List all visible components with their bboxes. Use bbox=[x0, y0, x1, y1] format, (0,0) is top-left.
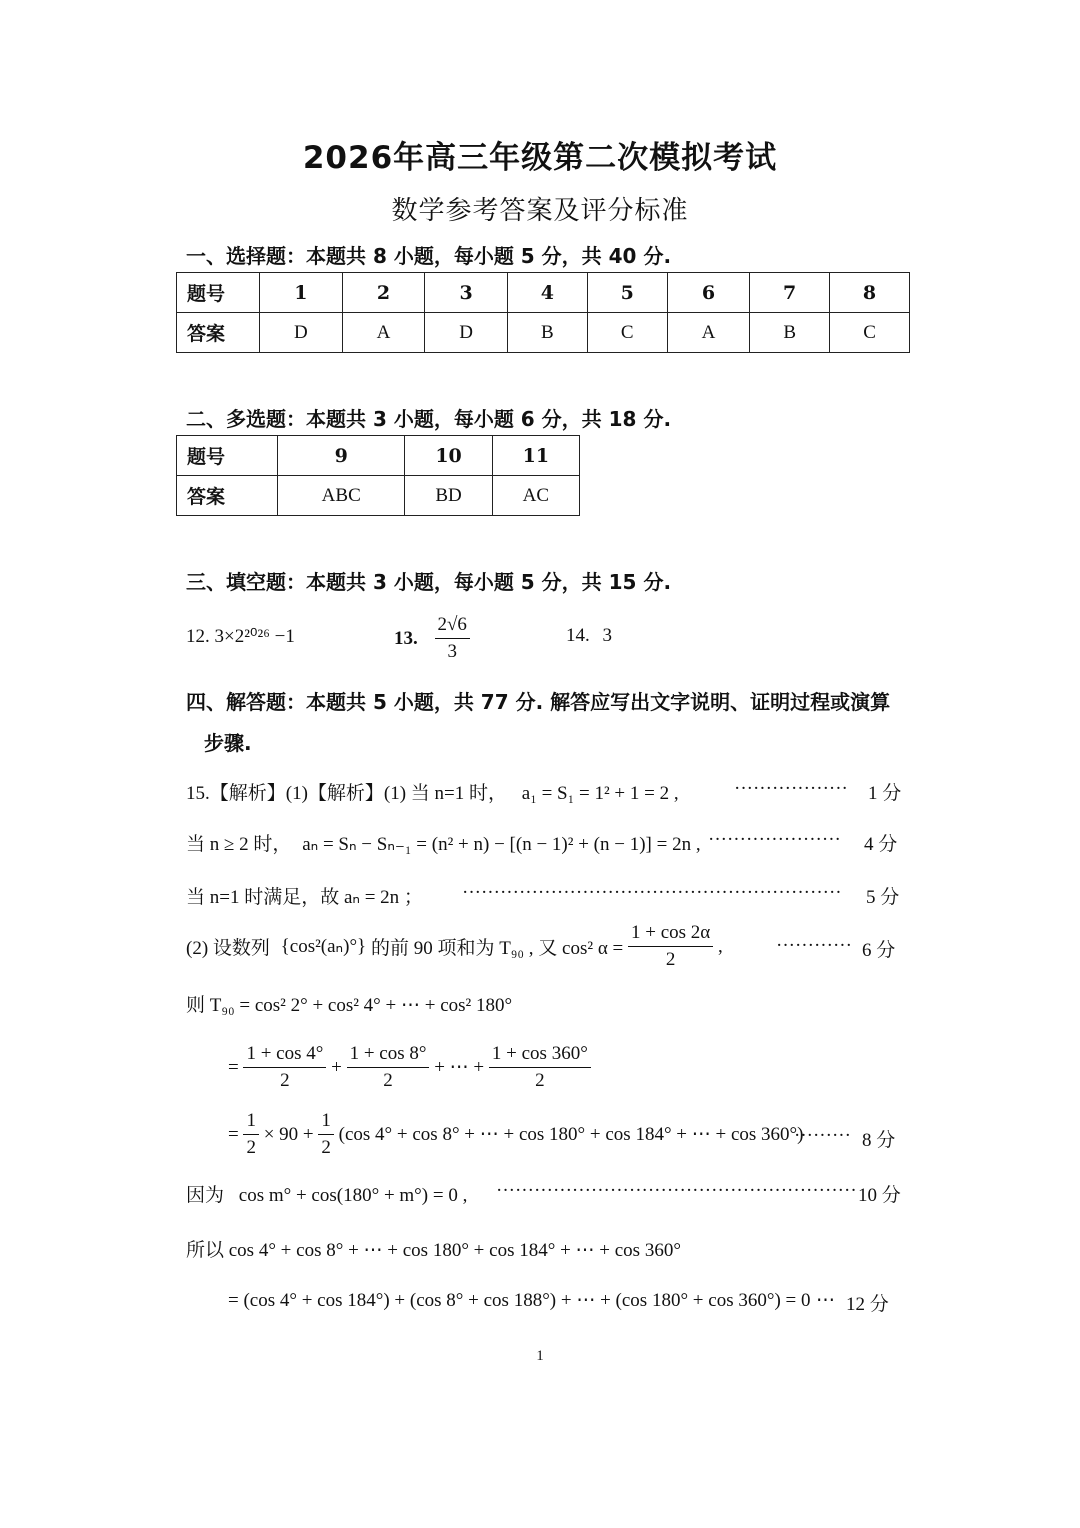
table-answer-label: 答案 bbox=[177, 313, 260, 353]
q14-value: 3 bbox=[602, 625, 612, 646]
q15-line4-text-b: 的前 90 项和为 T₉₀ , 又 cos² α = bbox=[370, 938, 624, 959]
q15-line8-math: cos m° + cos(180° + m°) = 0 , bbox=[238, 1185, 468, 1206]
q15-line10: = (cos 4° + cos 184°) + (cos 8° + cos 188°) + ⋯ + (cos 180° + cos 360°) = 0 bbox=[228, 1290, 811, 1311]
section3-heading: 三、填空题：本题共 3 小题，每小题 5 分，共 15 分. bbox=[186, 570, 672, 594]
q13-answer bbox=[394, 614, 470, 663]
table-cell: C bbox=[587, 313, 667, 353]
table-cell: 8 bbox=[830, 273, 910, 313]
multi-answer-table bbox=[176, 435, 580, 516]
fraction bbox=[243, 1110, 259, 1159]
q15-line4 bbox=[186, 922, 723, 971]
page-subtitle: 数学参考答案及评分标准 bbox=[391, 196, 689, 226]
table-cell: 2 bbox=[342, 273, 425, 313]
q15-line3: 当 n=1 时满足，故 aₙ = 2n ； bbox=[186, 887, 423, 908]
page-number: 1 bbox=[536, 1348, 544, 1364]
fraction bbox=[489, 1043, 591, 1092]
table-header-label: 题号 bbox=[177, 436, 278, 476]
q15-line1-math: a₁ = S₁ = 1² + 1 = 2 , bbox=[521, 783, 679, 804]
q15-line6 bbox=[228, 1043, 591, 1092]
q15-line8-text: 因为 bbox=[186, 1185, 225, 1206]
q12-label: 12. bbox=[186, 626, 210, 647]
choice-answer-table bbox=[176, 272, 910, 353]
table-cell: 6 bbox=[667, 273, 750, 313]
score-leader: ························································· bbox=[496, 1180, 857, 1201]
fraction-numerator: 1 + cos 8° bbox=[347, 1043, 430, 1068]
q15-line5: 则 T₉₀ = cos² 2° + cos² 4° + ⋯ + cos² 180° bbox=[186, 995, 513, 1016]
table-cell: D bbox=[260, 313, 343, 353]
score-label: 10 分 bbox=[858, 1185, 901, 1206]
q15-line9: 所以 cos 4° + cos 8° + ⋯ + cos 180° + cos 184° + ⋯ + cos 360° bbox=[186, 1240, 681, 1261]
table-cell: 1 bbox=[260, 273, 343, 313]
table-cell: B bbox=[750, 313, 830, 353]
ellipsis-sum: + ⋯ + bbox=[434, 1057, 485, 1078]
table-cell: 7 bbox=[750, 273, 830, 313]
score-leader: ···························································· bbox=[462, 882, 842, 903]
page-title: 2026年高三年级第二次模拟考试 bbox=[302, 140, 778, 176]
table-cell: 5 bbox=[587, 273, 667, 313]
q15-line7-tail: (cos 4° + cos 8° + ⋯ + cos 180° + cos 184° + ⋯ + cos 360°) bbox=[338, 1124, 804, 1145]
table-cell: B bbox=[507, 313, 587, 353]
table-cell: D bbox=[425, 313, 508, 353]
table-cell: 11 bbox=[492, 436, 579, 476]
q15-line4-sequence: {cos²(aₙ)°} bbox=[280, 936, 367, 957]
score-label: 1 分 bbox=[868, 783, 902, 804]
q12-value: 3×2²⁰²⁶ −1 bbox=[214, 626, 295, 647]
section1-heading: 一、选择题：本题共 8 小题，每小题 5 分，共 40 分. bbox=[186, 244, 672, 268]
section2-heading: 二、多选题：本题共 3 小题，每小题 6 分，共 18 分. bbox=[186, 407, 672, 431]
fraction bbox=[243, 1043, 326, 1092]
table-header-label: 题号 bbox=[177, 273, 260, 313]
q13-label: 13. bbox=[394, 627, 418, 649]
q14-answer bbox=[566, 625, 612, 647]
q15-line2-math: aₙ = Sₙ − Sₙ₋₁ = (n² + n) − [(n − 1)² + (n − 1)] = 2n , bbox=[302, 834, 701, 855]
table-cell: 4 bbox=[507, 273, 587, 313]
q13-denominator: 3 bbox=[447, 641, 457, 662]
q15-line7-mid: × 90 + bbox=[263, 1123, 314, 1145]
table-cell: 9 bbox=[278, 436, 405, 476]
table-cell: ABC bbox=[278, 476, 405, 516]
table-cell: 10 bbox=[405, 436, 492, 476]
q15-line1-text: 15.【解析】(1)【解析】(1) 当 n=1 时， bbox=[186, 783, 508, 804]
fraction bbox=[347, 1043, 430, 1092]
equals-sign: = bbox=[228, 1056, 239, 1078]
fraction-numerator: 1 + cos 2α bbox=[628, 922, 713, 947]
plus-sign: + bbox=[331, 1056, 342, 1078]
table-cell: A bbox=[342, 313, 425, 353]
table-row bbox=[177, 476, 580, 516]
score-label: 4 分 bbox=[864, 834, 898, 855]
fraction-numerator: 1 bbox=[318, 1110, 334, 1135]
fraction-denominator: 2 bbox=[246, 1137, 256, 1158]
section4-heading-line2: 步骤. bbox=[204, 731, 252, 755]
q13-numerator: 2√6 bbox=[435, 614, 470, 639]
q15-line4-text-a: (2) 设数列 bbox=[186, 938, 270, 959]
q14-label: 14. bbox=[566, 625, 590, 646]
q12-answer bbox=[186, 625, 295, 648]
section4-heading-line1: 四、解答题：本题共 5 小题，共 77 分. 解答应写出文字说明、证明过程或演算 bbox=[186, 690, 891, 714]
table-row bbox=[177, 436, 580, 476]
fraction-denominator: 2 bbox=[383, 1070, 393, 1091]
score-leader: ·················· bbox=[734, 778, 848, 799]
fraction-numerator: 1 bbox=[243, 1110, 259, 1135]
table-row bbox=[177, 273, 910, 313]
score-leader: ⋯ bbox=[816, 1290, 835, 1311]
score-label: 6 分 bbox=[862, 940, 896, 961]
score-label: 8 分 bbox=[862, 1130, 896, 1151]
q15-line2 bbox=[186, 829, 701, 856]
table-cell: AC bbox=[492, 476, 579, 516]
equals-sign: = bbox=[228, 1123, 239, 1145]
q15-line4-fraction bbox=[628, 922, 713, 971]
fraction bbox=[318, 1110, 334, 1159]
fraction-numerator: 1 + cos 360° bbox=[489, 1043, 591, 1068]
table-cell: A bbox=[667, 313, 750, 353]
table-cell: 3 bbox=[425, 273, 508, 313]
q15-line1 bbox=[186, 778, 679, 805]
table-row bbox=[177, 313, 910, 353]
score-leader: ············ bbox=[776, 935, 852, 956]
score-label: 12 分 bbox=[846, 1294, 889, 1315]
q13-fraction bbox=[435, 614, 470, 663]
fraction-denominator: 2 bbox=[280, 1070, 290, 1091]
q15-line7 bbox=[228, 1110, 803, 1159]
score-leader: ····················· bbox=[708, 829, 841, 850]
q15-line2-text: 当 n ≥ 2 时， bbox=[186, 834, 292, 855]
q15-line8 bbox=[186, 1180, 467, 1207]
score-label: 5 分 bbox=[866, 887, 900, 908]
q15-line4-comma: , bbox=[718, 935, 723, 957]
table-cell: C bbox=[830, 313, 910, 353]
table-cell: BD bbox=[405, 476, 492, 516]
table-answer-label: 答案 bbox=[177, 476, 278, 516]
fraction-denominator: 2 bbox=[665, 949, 676, 970]
fraction-denominator: 2 bbox=[535, 1070, 545, 1091]
fraction-denominator: 2 bbox=[321, 1137, 331, 1158]
fraction-numerator: 1 + cos 4° bbox=[243, 1043, 326, 1068]
score-leader: ········· bbox=[794, 1125, 851, 1146]
